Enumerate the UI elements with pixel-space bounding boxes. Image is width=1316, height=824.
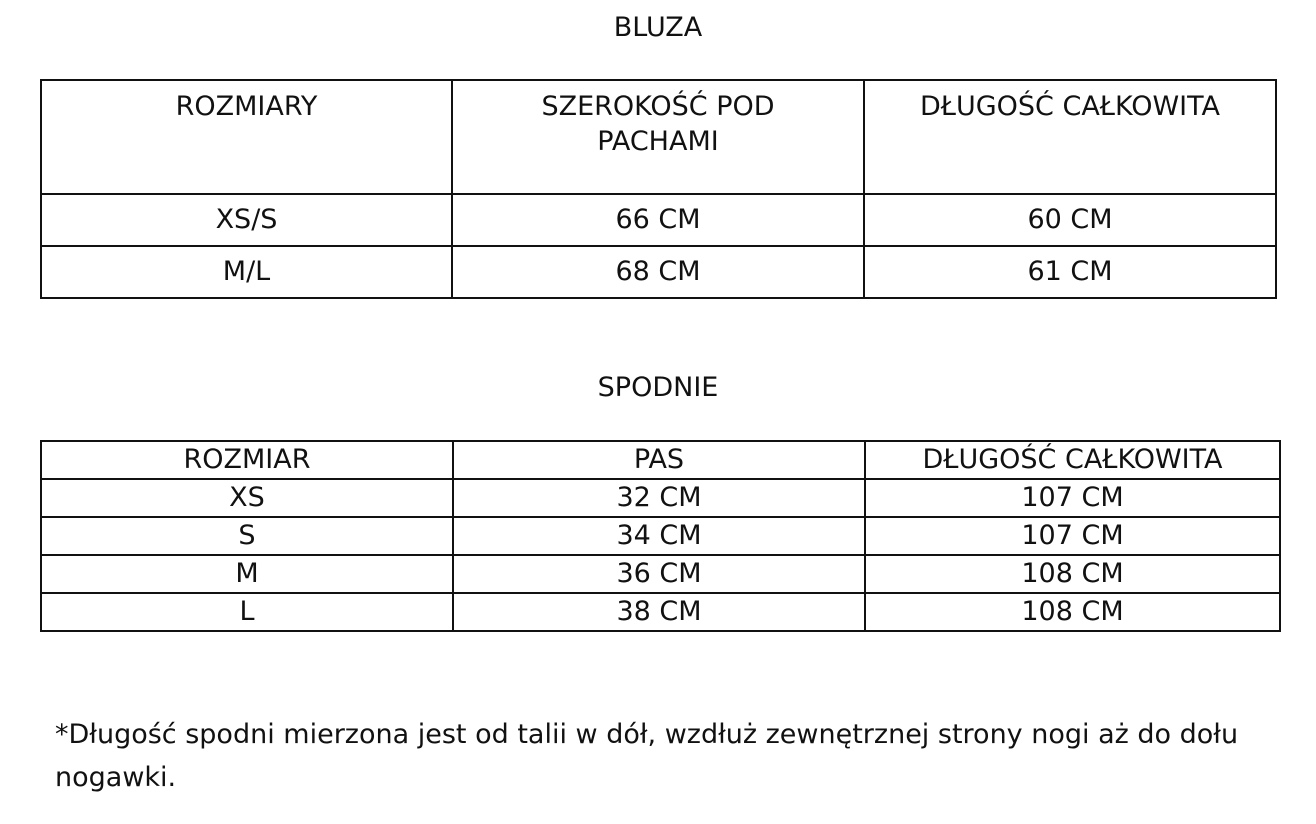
- length-cell: 108 CM: [865, 555, 1280, 593]
- length-cell: 107 CM: [865, 479, 1280, 517]
- size-cell: S: [41, 517, 453, 555]
- header-szerokosc-label: SZEROKOŚĆ POD PACHAMI: [541, 91, 775, 157]
- waist-cell: 34 CM: [453, 517, 865, 555]
- size-cell: XS/S: [41, 194, 452, 246]
- header-szerokosc-pod-pachami: [452, 80, 864, 194]
- waist-cell: 38 CM: [453, 593, 865, 631]
- table-row: [41, 246, 1276, 298]
- spodnie-title: SPODNIE: [597, 372, 719, 403]
- table-row: [41, 517, 1280, 555]
- width-cell: 66 CM: [452, 194, 864, 246]
- header-rozmiary: ROZMIARY: [41, 80, 452, 194]
- table-row: [41, 479, 1280, 517]
- header-rozmiar: ROZMIAR: [41, 441, 453, 479]
- table-row: [41, 593, 1280, 631]
- bluza-title: BLUZA: [613, 12, 703, 43]
- table-row: [41, 194, 1276, 246]
- header-dlugosc-calkowita: DŁUGOŚĆ CAŁKOWITA: [864, 80, 1276, 194]
- header-pas: PAS: [453, 441, 865, 479]
- size-cell: L: [41, 593, 453, 631]
- waist-cell: 36 CM: [453, 555, 865, 593]
- length-cell: 108 CM: [865, 593, 1280, 631]
- length-cell: 107 CM: [865, 517, 1280, 555]
- width-cell: 68 CM: [452, 246, 864, 298]
- bluza-size-table: [40, 79, 1277, 299]
- table-row: [41, 555, 1280, 593]
- size-cell: M/L: [41, 246, 452, 298]
- size-cell: M: [41, 555, 453, 593]
- spodnie-size-table: [40, 440, 1281, 632]
- measurement-note: *Długość spodni mierzona jest od talii w dół, wzdłuż zewnętrznej strony nogi aż do dołu nogawki.: [55, 719, 1239, 793]
- table-header-row: [41, 80, 1276, 194]
- length-cell: 60 CM: [864, 194, 1276, 246]
- size-cell: XS: [41, 479, 453, 517]
- header-dlugosc-calkowita: DŁUGOŚĆ CAŁKOWITA: [865, 441, 1280, 479]
- waist-cell: 32 CM: [453, 479, 865, 517]
- length-cell: 61 CM: [864, 246, 1276, 298]
- table-header-row: [41, 441, 1280, 479]
